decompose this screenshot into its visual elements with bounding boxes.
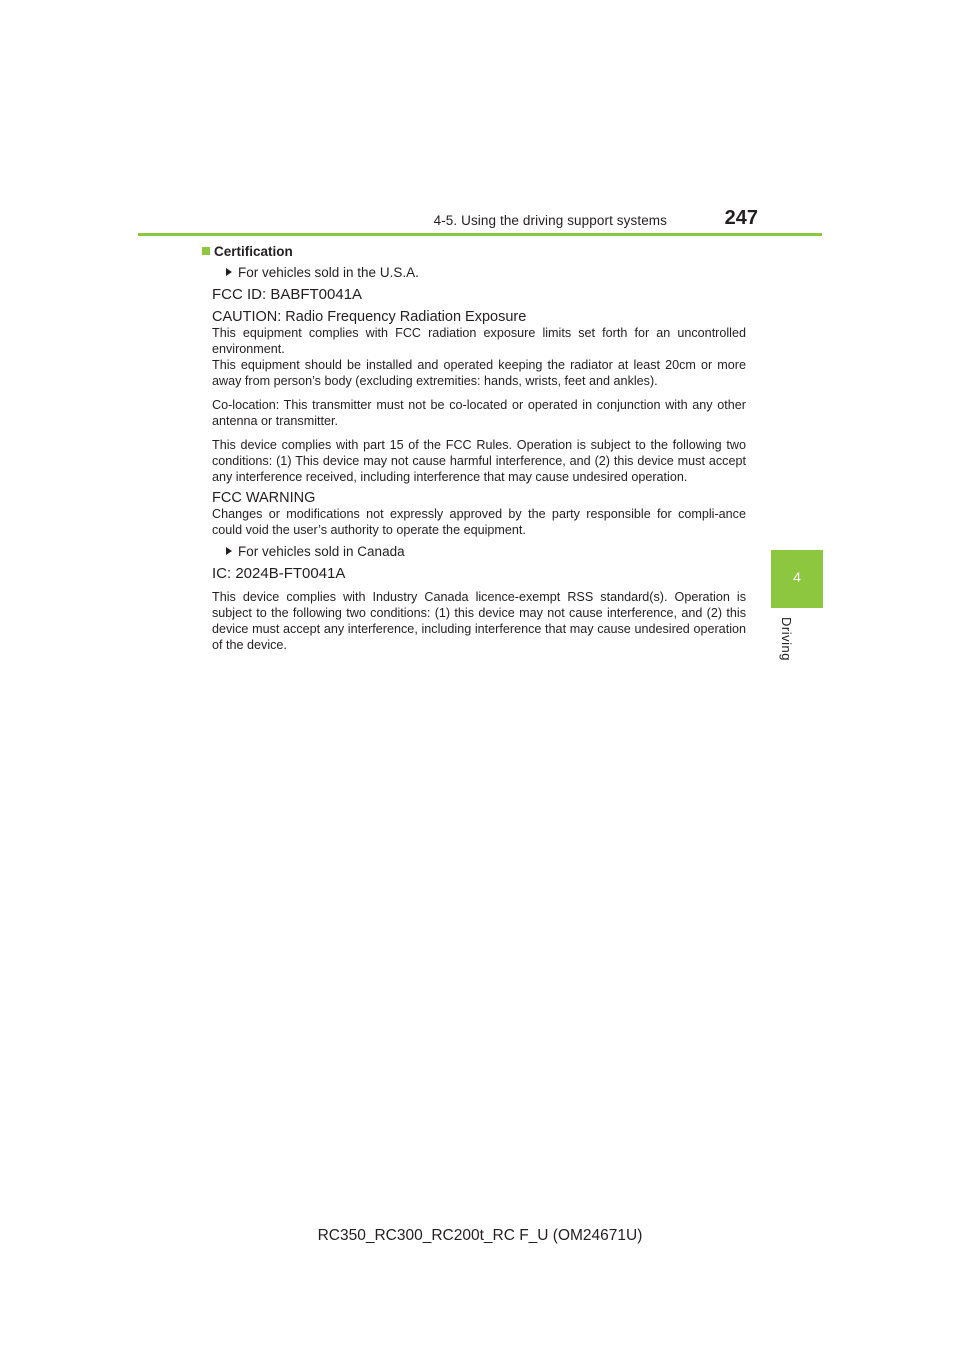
fcc-id: FCC ID: BABFT0041A — [212, 286, 363, 303]
section-title: 4-5. Using the driving support systems — [433, 213, 667, 228]
bullet-usa-text: For vehicles sold in the U.S.A. — [238, 265, 419, 280]
page-number: 247 — [724, 207, 758, 229]
colocation-paragraph: Co-location: This transmitter must not be co-located or operated in conjunction with any other antenna or transmitter. — [212, 398, 746, 428]
header-rule — [138, 233, 822, 236]
caution-paragraph-1: This equipment complies with FCC radiation exposure limits set forth for an uncontrolled environment. — [212, 326, 746, 356]
caution-title: CAUTION: Radio Frequency Radiation Exposure — [212, 309, 527, 325]
triangle-bullet-icon — [226, 547, 232, 555]
canada-paragraph: This device complies with Industry Canada licence-exempt RSS standard(s). Operation is subject to the following two conditions: (1) this device may not cause interference, and (2) this device must accept any interference, including interference that may cause undesired operation of the device. — [212, 590, 746, 652]
fcc-warning-text: Changes or modifications not expressly approved by the party responsible for compli-ance could void the user’s authority to operate the equipment. — [212, 507, 746, 537]
caution-paragraph-2: This equipment should be installed and operated keeping the radiator at least 20cm or more away from person’s body (excluding extremities: hands, wrists, feet and ankles). — [212, 358, 746, 388]
chapter-label: Driving — [779, 617, 794, 661]
ic-id: IC: 2024B-FT0041A — [212, 565, 346, 582]
square-bullet-icon — [202, 247, 210, 255]
section-heading-text: Certification — [214, 244, 293, 259]
page-header — [138, 200, 822, 236]
bullet-canada-text: For vehicles sold in Canada — [238, 544, 405, 559]
section-heading — [202, 244, 746, 261]
footer-model: RC350_RC300_RC200t_RC F_U (OM24671U) — [317, 1227, 643, 1244]
bullet-canada — [226, 544, 746, 560]
chapter-number: 4 — [793, 569, 801, 585]
chapter-tab — [771, 550, 823, 608]
triangle-bullet-icon — [226, 268, 232, 276]
page-content — [212, 244, 746, 653]
part15-paragraph: This device complies with part 15 of the FCC Rules. Operation is subject to the following two conditions: (1) This device may not cause harmful interference, and (2) this device must accept any interference received, including interference that may cause undesired operation. — [212, 438, 746, 484]
bullet-usa — [226, 265, 746, 281]
fcc-warning-title: FCC WARNING — [212, 490, 316, 506]
